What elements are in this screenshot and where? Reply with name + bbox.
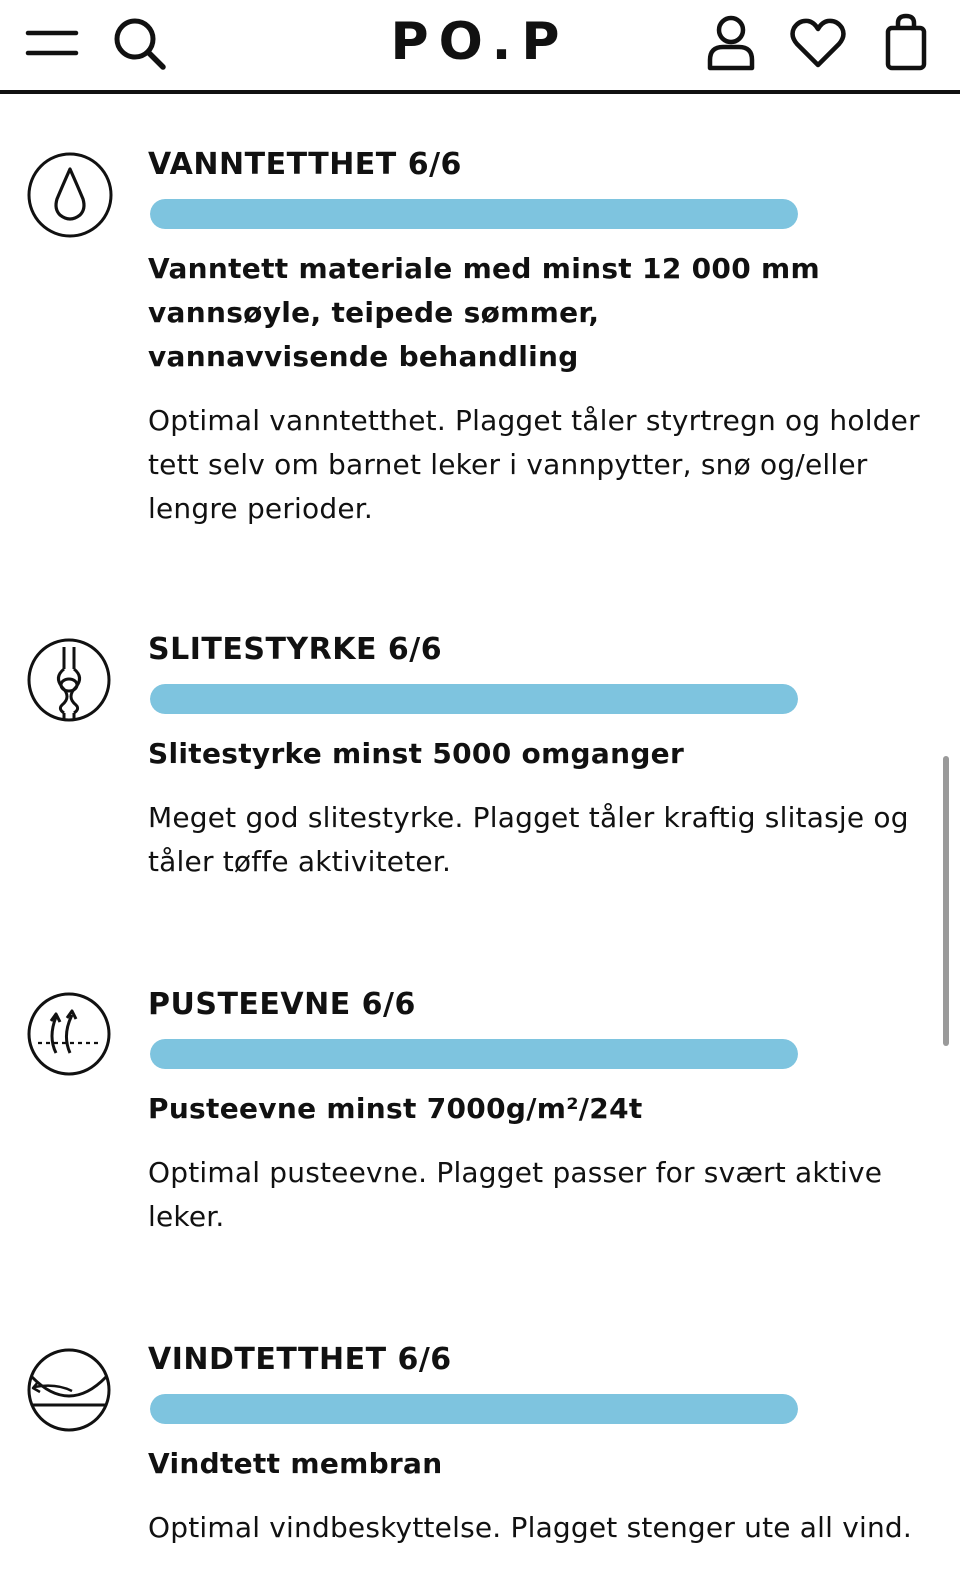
- feature-waterproofness: [0, 145, 960, 545]
- wishlist-button[interactable]: [788, 16, 848, 72]
- feature-subtitle: Vindtett membran: [148, 1447, 443, 1480]
- rating-bar: [150, 1039, 798, 1069]
- scrollbar[interactable]: [943, 756, 949, 1046]
- feature-durability: [0, 630, 960, 900]
- site-logo[interactable]: PO.P: [390, 12, 570, 72]
- heart-icon: [789, 18, 847, 70]
- rating-bar-fill: [150, 1394, 798, 1424]
- breathability-arrows-icon: [26, 991, 112, 1077]
- shopping-bag-icon: [883, 12, 929, 72]
- feature-title: SLITESTYRKE 6/6: [148, 632, 443, 667]
- feature-subtitle: Pusteevne minst 7000g/m²/24t: [148, 1092, 643, 1125]
- water-drop-icon: [26, 151, 114, 239]
- feature-subtitle: Slitestyrke minst 5000 omganger: [148, 737, 685, 770]
- feature-title: VANNTETTHET 6/6: [148, 147, 462, 182]
- wind-shield-icon: [26, 1347, 112, 1433]
- knot-icon: [26, 637, 112, 723]
- feature-windproofness: [0, 1340, 960, 1573]
- user-icon: [705, 13, 757, 71]
- feature-description: Meget god slitestyrke. Plagget tåler kraftig slitasje og tåler tøffe aktiviteter.: [148, 801, 909, 878]
- feature-description: Optimal vanntetthet. Plagget tåler styrtregn og holder tett selv om barnet leker i vannpytter, snø og/eller lengre perioder.: [148, 404, 920, 525]
- rating-bar-fill: [150, 199, 798, 229]
- rating-bar-fill: [150, 684, 798, 714]
- feature-title: PUSTEEVNE 6/6: [148, 987, 416, 1022]
- rating-bar-fill: [150, 1039, 798, 1069]
- feature-subtitle: Vanntett materiale med minst 12 000 mm vannsøyle, teipede sømmer, vannavvisende behandling: [148, 252, 820, 373]
- feature-description: Optimal vindbeskyttelse. Plagget stenger ute all vind.: [148, 1511, 912, 1544]
- cart-button[interactable]: [880, 12, 932, 72]
- account-button[interactable]: [703, 12, 759, 72]
- site-header: [0, 0, 960, 94]
- rating-bar: [150, 1394, 798, 1424]
- feature-description: Optimal pusteevne. Plagget passer for svært aktive leker.: [148, 1156, 883, 1233]
- feature-breathability: [0, 985, 960, 1245]
- rating-bar: [150, 199, 798, 229]
- feature-title: VINDTETTHET 6/6: [148, 1342, 452, 1377]
- rating-bar: [150, 684, 798, 714]
